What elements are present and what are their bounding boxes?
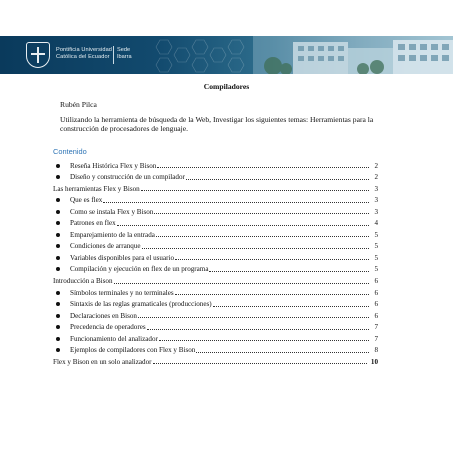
table-of-contents bbox=[53, 158, 378, 366]
toc-entry[interactable] bbox=[53, 216, 378, 228]
dot-leader bbox=[213, 299, 369, 307]
toc-entry-label: Precedencia de operadores bbox=[70, 323, 146, 332]
toc-entry-label: Declaraciones en Bison bbox=[70, 311, 137, 320]
bullet-icon bbox=[56, 337, 60, 341]
toc-entry-page-number: 2 bbox=[374, 161, 378, 170]
header-separator bbox=[113, 46, 114, 64]
dot-leader bbox=[103, 195, 369, 203]
toc-entry-label: Condiciones de arranque bbox=[70, 242, 141, 251]
bullet-icon bbox=[56, 221, 60, 225]
assignment-intro: Utilizando la herramienta de búsqueda de la Web, Investigar los siguientes temas: Herramientas para la construcción de procesadores de lenguaje. bbox=[60, 115, 374, 134]
dot-leader bbox=[138, 310, 369, 318]
bullet-icon bbox=[56, 348, 60, 352]
toc-entry-page-number: 3 bbox=[374, 207, 378, 216]
toc-entry-page-number: 5 bbox=[374, 253, 378, 262]
toc-entry-page-number: 5 bbox=[374, 242, 378, 251]
dot-leader bbox=[114, 276, 370, 284]
toc-entry[interactable] bbox=[53, 262, 378, 274]
toc-entry-label: Introducción a Bison bbox=[53, 277, 113, 286]
university-crest-icon bbox=[26, 42, 50, 68]
toc-entry-label: Emparejamiento de la entrada bbox=[70, 230, 155, 239]
toc-entry-page-number: 4 bbox=[374, 219, 378, 228]
toc-entry-label: Símbolos terminales y no terminales bbox=[70, 288, 174, 297]
dot-leader bbox=[142, 241, 369, 249]
toc-entry[interactable] bbox=[53, 227, 378, 239]
university-name-line2: Católica del Ecuador bbox=[56, 54, 110, 60]
toc-entry-page-number: 8 bbox=[374, 346, 378, 355]
toc-entry-label: Ejemplos de compiladores con Flex y Bison bbox=[70, 346, 196, 355]
toc-entry-label: Que es flex bbox=[70, 196, 103, 205]
toc-entry-label: Funcionamiento del analizador bbox=[70, 334, 158, 343]
bullet-icon bbox=[56, 175, 60, 179]
dot-leader bbox=[154, 206, 369, 214]
toc-entry-page-number: 6 bbox=[374, 300, 378, 309]
toc-entry[interactable] bbox=[53, 193, 378, 205]
hexagon-pattern-icon bbox=[150, 36, 260, 74]
dot-leader bbox=[209, 264, 369, 272]
author-name: Rubén Pilca bbox=[60, 100, 97, 109]
bullet-icon bbox=[56, 314, 60, 318]
toc-entry-label: Sintaxis de las reglas gramaticales (producciones) bbox=[70, 300, 212, 309]
toc-entry-label: Variables disponibles para el usuario bbox=[70, 253, 175, 262]
header-banner bbox=[0, 36, 453, 74]
campus-name-line1: Sede bbox=[117, 47, 131, 53]
university-name bbox=[56, 47, 112, 61]
toc-heading: Contenido bbox=[53, 147, 87, 156]
dot-leader bbox=[153, 356, 367, 364]
toc-entry-page-number: 6 bbox=[374, 288, 378, 297]
bullet-icon bbox=[56, 267, 60, 271]
toc-entry[interactable] bbox=[53, 343, 378, 355]
toc-entry[interactable] bbox=[53, 181, 378, 193]
toc-entry-page-number: 3 bbox=[374, 184, 378, 193]
document-title: Compiladores bbox=[203, 82, 250, 91]
bullet-icon bbox=[56, 198, 60, 202]
toc-entry-page-number: 10 bbox=[370, 357, 378, 366]
bullet-icon bbox=[56, 164, 60, 168]
dot-leader bbox=[196, 345, 369, 353]
toc-entry-label: Reseña Histórica Flex y Bison bbox=[70, 161, 157, 170]
dot-leader bbox=[159, 333, 369, 341]
dot-leader bbox=[147, 322, 369, 330]
dot-leader bbox=[141, 183, 369, 191]
toc-entry-page-number: 6 bbox=[374, 277, 378, 286]
toc-entry-page-number: 6 bbox=[374, 311, 378, 320]
dot-leader bbox=[157, 160, 369, 168]
dot-leader bbox=[186, 172, 369, 180]
toc-entry-page-number: 3 bbox=[374, 196, 378, 205]
bullet-icon bbox=[56, 256, 60, 260]
toc-entry[interactable] bbox=[53, 239, 378, 251]
toc-entry-label: Flex y Bison en un solo analizador bbox=[53, 357, 152, 366]
toc-entry[interactable] bbox=[53, 331, 378, 343]
toc-entry[interactable] bbox=[53, 297, 378, 309]
university-name-line1: Pontificia Universidad bbox=[56, 47, 112, 53]
toc-entry[interactable] bbox=[53, 170, 378, 182]
toc-entry-page-number: 5 bbox=[374, 265, 378, 274]
toc-entry-page-number: 2 bbox=[374, 173, 378, 182]
dot-leader bbox=[175, 252, 369, 260]
toc-entry[interactable] bbox=[53, 308, 378, 320]
campus-name bbox=[117, 47, 132, 61]
toc-entry-page-number: 7 bbox=[374, 323, 378, 332]
bullet-icon bbox=[56, 233, 60, 237]
toc-entry-label: Como se instala Flex y Bison bbox=[70, 207, 154, 216]
toc-entry-label: Las herramientas Flex y Bison bbox=[53, 184, 140, 193]
bullet-icon bbox=[56, 302, 60, 306]
campus-building-photo bbox=[253, 36, 453, 74]
toc-entry-page-number: 5 bbox=[374, 230, 378, 239]
bullet-icon bbox=[56, 325, 60, 329]
toc-entry-page-number: 7 bbox=[374, 334, 378, 343]
bullet-icon bbox=[56, 291, 60, 295]
dot-leader bbox=[117, 218, 369, 226]
campus-name-line2: Ibarra bbox=[117, 54, 132, 60]
dot-leader bbox=[156, 229, 369, 237]
toc-entry-label: Compilación y ejecución en flex de un programa bbox=[70, 265, 209, 274]
toc-entry[interactable] bbox=[53, 354, 378, 366]
bullet-icon bbox=[56, 210, 60, 214]
dot-leader bbox=[175, 287, 369, 295]
toc-entry[interactable] bbox=[53, 320, 378, 332]
bullet-icon bbox=[56, 244, 60, 248]
toc-entry-label: Patrones en flex bbox=[70, 219, 116, 228]
toc-entry-label: Diseño y construcción de un compilador bbox=[70, 173, 185, 182]
toc-entry[interactable] bbox=[53, 273, 378, 285]
toc-entry[interactable] bbox=[53, 250, 378, 262]
toc-entry[interactable] bbox=[53, 158, 378, 170]
toc-entry[interactable] bbox=[53, 204, 378, 216]
toc-entry[interactable] bbox=[53, 285, 378, 297]
